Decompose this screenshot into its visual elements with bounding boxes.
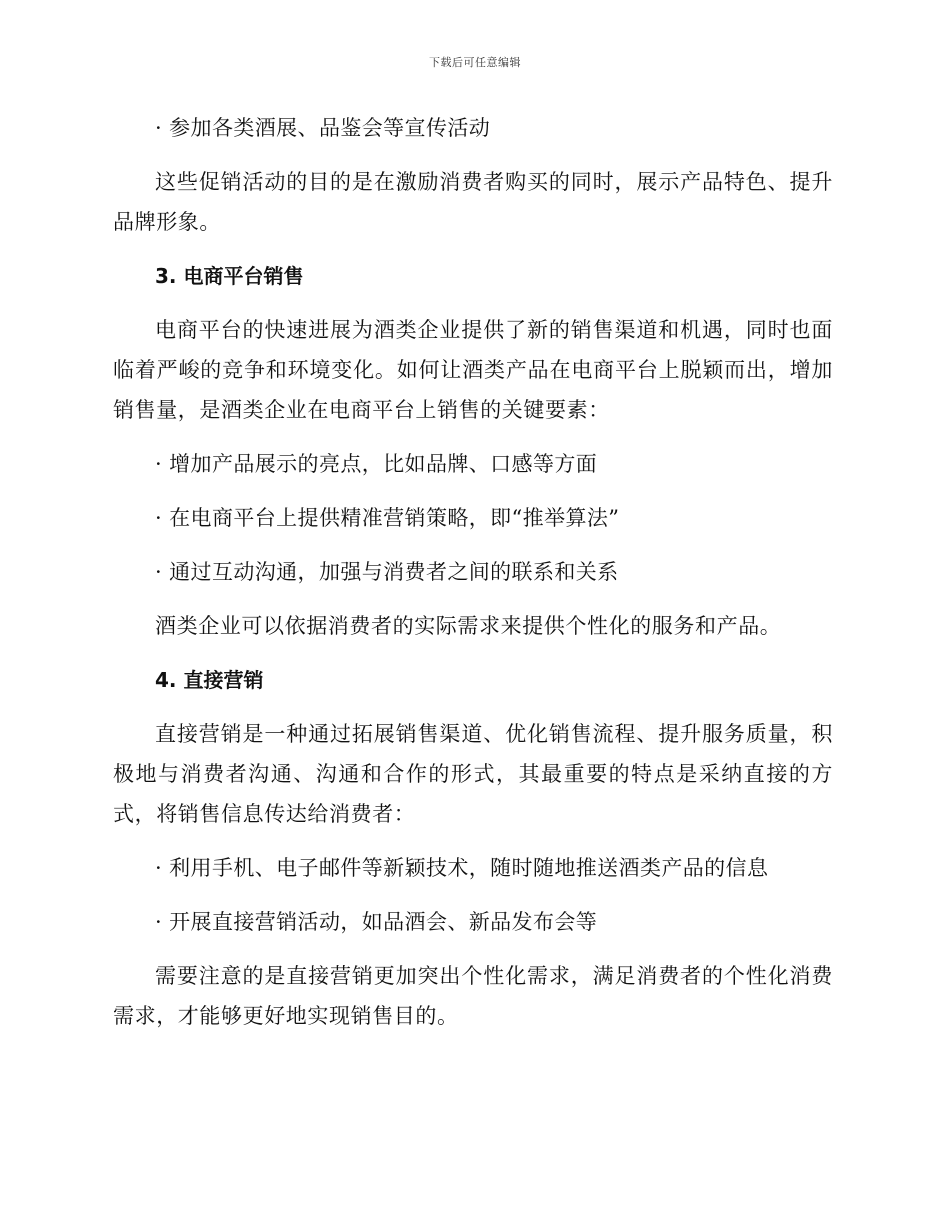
paragraph: 电商平台的快速进展为酒类企业提供了新的销售渠道和机遇，同时也面临着严峻的竞争和环境变化。如何让酒类产品在电商平台上脱颖而出，增加销售量，是酒类企业在电商平台上销售的关键要素： (113, 318, 833, 422)
paragraph: 需要注意的是直接营销更加突出个性化需求，满足消费者的个性化消费需求，才能够更好地实现销售目的。 (113, 964, 833, 1028)
section-heading: 3. 电商平台销售 (155, 264, 304, 288)
paragraph: 直接营销是一种通过拓展销售渠道、优化销售流程、提升服务质量，积极地与消费者沟通、沟通和合作的形式，其最重要的特点是采纳直接的方式，将销售信息传达给消费者： (113, 722, 833, 826)
document-body (113, 108, 833, 1036)
paragraph: 酒类企业可以依据消费者的实际需求来提供个性化的服务和产品。 (155, 614, 782, 638)
bullet-item: · 参加各类酒展、品鉴会等宣传活动 (155, 116, 491, 140)
bullet-item: · 利用手机、电子邮件等新颖技术，随时随地推送酒类产品的信息 (155, 856, 769, 880)
bullet-item: · 开展直接营销活动，如品酒会、新品发布会等 (155, 910, 598, 934)
page-header: 下载后可任意编辑 (429, 56, 521, 69)
bullet-item: · 在电商平台上提供精准营销策略，即“推举算法” (155, 506, 620, 530)
paragraph: 这些促销活动的目的是在激励消费者购买的同时，展示产品特色、提升品牌形象。 (113, 170, 833, 234)
bullet-item: · 增加产品展示的亮点，比如品牌、口感等方面 (155, 452, 598, 476)
bullet-item: · 通过互动沟通，加强与消费者之间的联系和关系 (155, 560, 619, 584)
section-heading: 4. 直接营销 (155, 668, 264, 692)
